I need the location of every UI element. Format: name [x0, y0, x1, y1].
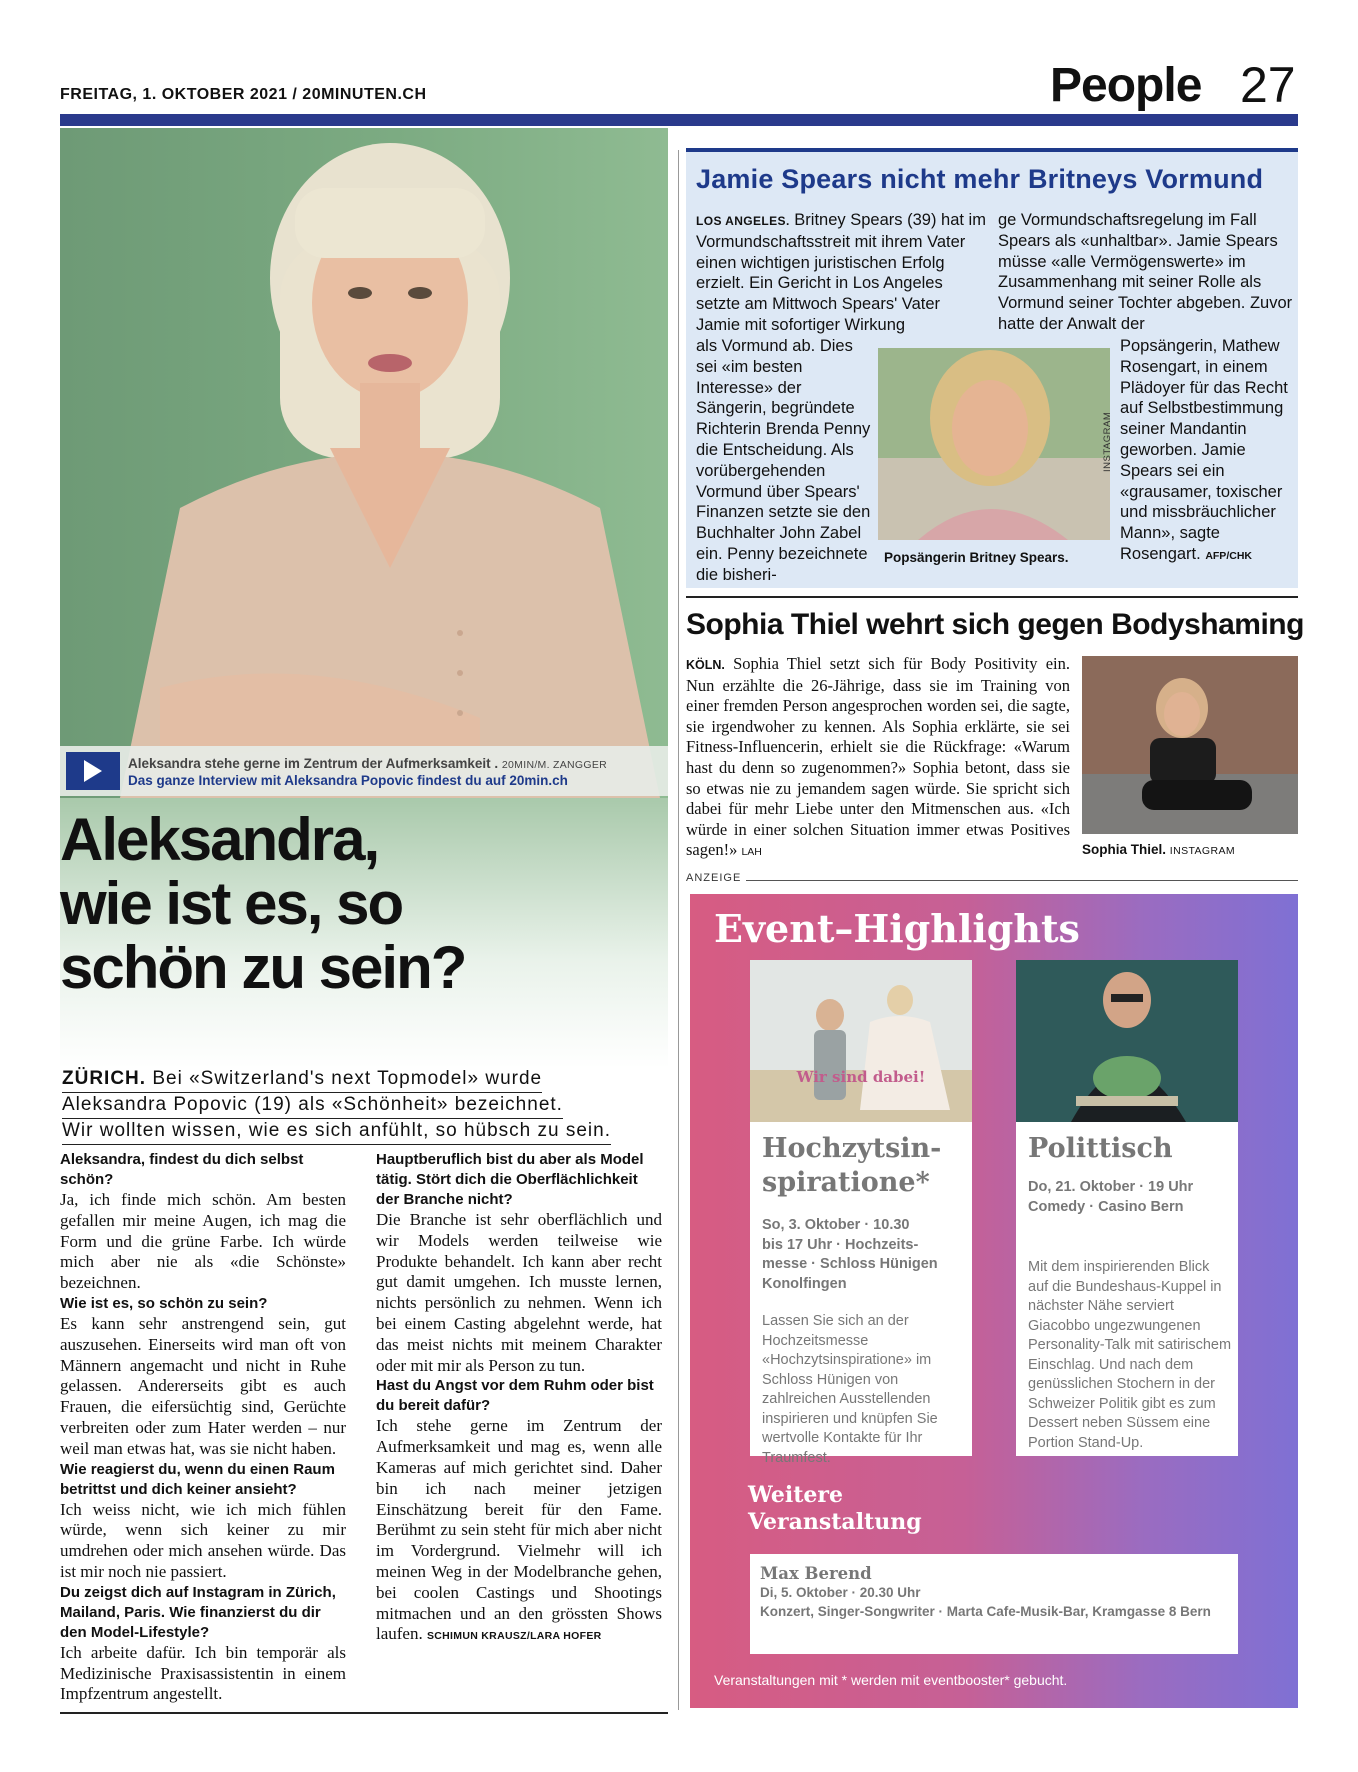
- column-rule: [60, 1712, 668, 1714]
- answer: Ich weiss nicht, wie ich mich fühlen würde, wenn sich keiner zu mir umdrehen oder mich ansehen würde. Das ist mir noch nie passiert.: [60, 1499, 346, 1581]
- spears-headline: Jamie Spears nicht mehr Britneys Vormund: [696, 164, 1264, 194]
- event-when: Do, 21. Oktober · 19 Uhr Comedy · Casino Bern: [1028, 1179, 1194, 1215]
- event-when: Di, 5. Oktober · 20.30 Uhr: [760, 1585, 921, 1600]
- event-title: Polittisch: [1028, 1133, 1173, 1164]
- aleksandra-photo: [60, 128, 668, 798]
- question: Wie reagierst du, wenn du einen Raum betrittst und dich keiner ansieht?: [60, 1460, 335, 1498]
- event-title: Hochzytsin- spiratione*: [762, 1133, 942, 1198]
- issue-date: FREITAG, 1. OKTOBER 2021 / 20MINUTEN.CH: [60, 86, 427, 103]
- play-icon: [84, 760, 102, 782]
- question: Wie ist es, so schön zu sein?: [60, 1294, 268, 1312]
- answer: Ja, ich finde mich schön. Am besten gefallen mir meine Augen, ich mag die Form und die grüne Farbe. Ich würde mich aber nie als «die Schönste» bezeichnen.: [60, 1190, 346, 1293]
- ad-label: ANZEIGE: [686, 872, 742, 884]
- spears-text-b: ge Vormundschaftsregelung im Fall Spears als «unhaltbar». Jamie Spears müsse «alle Vermögenswerte» im Zusammenhang mit seiner Rolle als Vormund seiner Tochter abgeben. Zuvor hatte der Anwalt der: [998, 211, 1293, 333]
- event-detail: Konzert, Singer-Songwriter · Marta Cafe-Musik-Bar, Kramgasse 8 Bern: [760, 1604, 1211, 1619]
- photo-credit: 20MIN/M. ZANGGER: [501, 759, 608, 771]
- author-credit: LAH: [741, 846, 762, 859]
- interview-column-2: [376, 1150, 662, 1647]
- event-highlights-ad: [690, 894, 1298, 1708]
- article-headline: Aleksandra, wie ist es, so schön zu sein?: [60, 806, 466, 1001]
- giacobbo-photo: [1016, 960, 1238, 1122]
- author-credit: SCHIMUN KRAUSZ/LARA HOFER: [426, 1630, 602, 1643]
- caption-bar: [60, 746, 668, 796]
- answer: Ich arbeite dafür. Ich bin temporär als Medizinische Praxisassistentin in einem Impfzentrum angestellt.: [60, 1642, 346, 1704]
- agency-credit: AFP/CHK: [1205, 549, 1252, 562]
- dateline: KÖLN.: [686, 658, 725, 672]
- question: Hast du Angst vor dem Ruhm oder bist du bereit dafür?: [376, 1377, 654, 1415]
- thiel-photo: [1082, 656, 1298, 834]
- event-card-max-berend[interactable]: [750, 1554, 1238, 1654]
- answer: Es kann sehr anstrengend sein, gut auszusehen. Einerseits wird man oft von Männern angemacht und nicht in Ruhe gelassen. Andererseits gibt es auch Frauen, die eifersüchtig sind, Gerüchte verbreiten oder zum Hater werden – nur weil man etwas hat, was sie nicht haben.: [60, 1313, 346, 1458]
- ad-title: Event–Highlights: [714, 906, 1080, 951]
- play-video-button[interactable]: [66, 752, 120, 790]
- page-number: 27: [1240, 57, 1296, 113]
- interview-link[interactable]: Das ganze Interview mit Aleksandra Popovic findest du auf 20min.ch: [128, 773, 568, 788]
- spears-text-a: LOS ANGELES. Britney Spears (39) hat im Vormundschaftsstreit mit ihrem Vater einen wichtigen juristischen Erfolg erzielt. Ein Gericht in Los Angeles setzte am Mittwoch Spears' Vater Jamie mit sofortiger Wirkung: [696, 211, 986, 334]
- header-rule: [60, 114, 1298, 126]
- question: Aleksandra, findest du dich selbst schön?: [60, 1151, 304, 1188]
- spears-article: [686, 148, 1298, 588]
- answer: Ich stehe gerne im Zentrum der Aufmerksamkeit und mag es, wenn alle Kameras auf mich gerichtet sind. Daher bin ich nach meiner jetzigen Einschätzung bereit für den Fame. Berühmt zu sein steht für mich aber nicht im Vordergrund. Vielmehr will ich meinen Weg in der Modelbranche gehen, bei coolen Castings und Shootings mitmachen und an den grössten Shows laufen. SCHIMUN KRAUSZ/LARA HOFER: [376, 1416, 662, 1644]
- question: Du zeigst dich auf Instagram in Zürich, Mailand, Paris. Wie finanzierst du dir den Model-Lifestyle?: [60, 1583, 336, 1641]
- wedding-photo: [750, 960, 972, 1122]
- britney-credit: INSTAGRAM: [1102, 411, 1113, 472]
- thiel-credit: INSTAGRAM: [1169, 845, 1236, 857]
- event-name: Max Berend: [760, 1564, 872, 1583]
- interview-column-1: [60, 1150, 346, 1705]
- event-card-hochzyt[interactable]: [750, 960, 972, 1466]
- photo-caption: Aleksandra stehe gerne im Zentrum der Aufmerksamkeit . 20MIN/M. ZANGGER: [128, 756, 608, 771]
- event-when: So, 3. Oktober · 10.30 bis 17 Uhr · Hochzeits- messe · Schloss Hünigen Konolfingen: [762, 1217, 938, 1292]
- thiel-text: KÖLN. Sophia Thiel setzt sich für Body Positivity ein. Nun erzählte die 26-Jährige, dass sie im Training von einer fremden Person angesprochen worden sei, die sagte, sie irgendwoher zu kennen. Als Sophia erklärte, sie sei Fitness-Influencerin, erhielt sie die Rückfrage: «Warum hast du denn so zugenommen?» Sophia betont, dass sie so etwas nie zu jemandem sagen würde. Sie spricht sich dabei für mehr Liebe unter den Mitmenschen aus. «Ich würde in einer solchen Situation immer etwas Positives sagen!» LAH: [686, 654, 1071, 860]
- spears-text-b-lower: Popsängerin, Mathew Rosengart, in einem Plädoyer für das Recht auf Selbstbestimmung seiner Mandantin geworben. Jamie Spears sei ein «grausamer, toxischer und missbräuchlicher Mann», sagte Rosengart. AFP/CHK: [1120, 337, 1288, 563]
- answer: Die Branche ist sehr oberflächlich und wir Models werden teilweise wie Produkte behandelt. Ich kann aber recht gut damit umgehen. Ich musste lernen, nichts persönlich zu nehmen. Wenn ich bei einem Casting abgelehnt werde, hat das meist nichts mit meinem Charakter oder mit mir als Person zu tun.: [376, 1210, 662, 1375]
- event-description: Lassen Sie sich an der Hochzeitsmesse «Hochzytsinspiratione» im Schloss Hünigen von zahlreichen Ausstellenden inspirieren und knüpfen Sie wertvolle Kontakte für Ihr Traumfest.: [762, 1313, 938, 1466]
- britney-photo: [878, 348, 1110, 540]
- question: Hauptberuflich bist du aber als Model tätig. Stört dich die Oberflächlichkeit der Branche nicht?: [376, 1151, 644, 1208]
- ad-footnote: Veranstaltungen mit * werden mit eventbooster* gebucht.: [714, 1672, 1068, 1688]
- lead-dateline: ZÜRICH.: [62, 1068, 147, 1089]
- spears-text-a-lower: als Vormund ab. Dies sei «im besten Interesse» der Sängerin, begründete Richterin Brenda Penny die Entscheidung. Als vorübergehenden Vormund über Spears' Finanzen setzte sie den Buchhalter John Zabel ein. Penny bezeichnete die bisheri-: [696, 337, 871, 584]
- thiel-headline: Sophia Thiel wehrt sich gegen Bodyshaming: [686, 608, 1304, 641]
- article-lead: ZÜRICH. Bei «Switzerland's next Topmodel» wurde Aleksandra Popovic (19) als «Schönheit» bezeichnet. Wir wollten wissen, wie es sich anfühlt, so hübsch zu sein.: [62, 1067, 666, 1145]
- section-title: People: [1050, 59, 1202, 112]
- section-rule: [686, 596, 1298, 598]
- thiel-caption: Sophia Thiel. INSTAGRAM: [1082, 842, 1236, 857]
- event-description: Mit dem inspirierenden Blick auf die Bundeshaus-Kuppel in nächster Nähe serviert Giacobbo ungezwungenen Personality-Talk mit satirischem Einschlag. Und nach dem genüsslichen Stochern in der Schweizer Politik gibt es zum Dessert neben Süssem eine Portion Stand-Up.: [1028, 1259, 1232, 1451]
- more-events-heading: Weitere Veranstaltung: [748, 1482, 922, 1535]
- britney-caption: Popsängerin Britney Spears.: [884, 550, 1069, 565]
- column-separator: [678, 150, 679, 1710]
- dateline: LOS ANGELES.: [696, 214, 790, 228]
- wir-sind-dabei-badge: Wir sind dabei!: [796, 1068, 926, 1086]
- event-card-polittisch[interactable]: [1016, 960, 1238, 1456]
- ad-rule: [746, 880, 1298, 881]
